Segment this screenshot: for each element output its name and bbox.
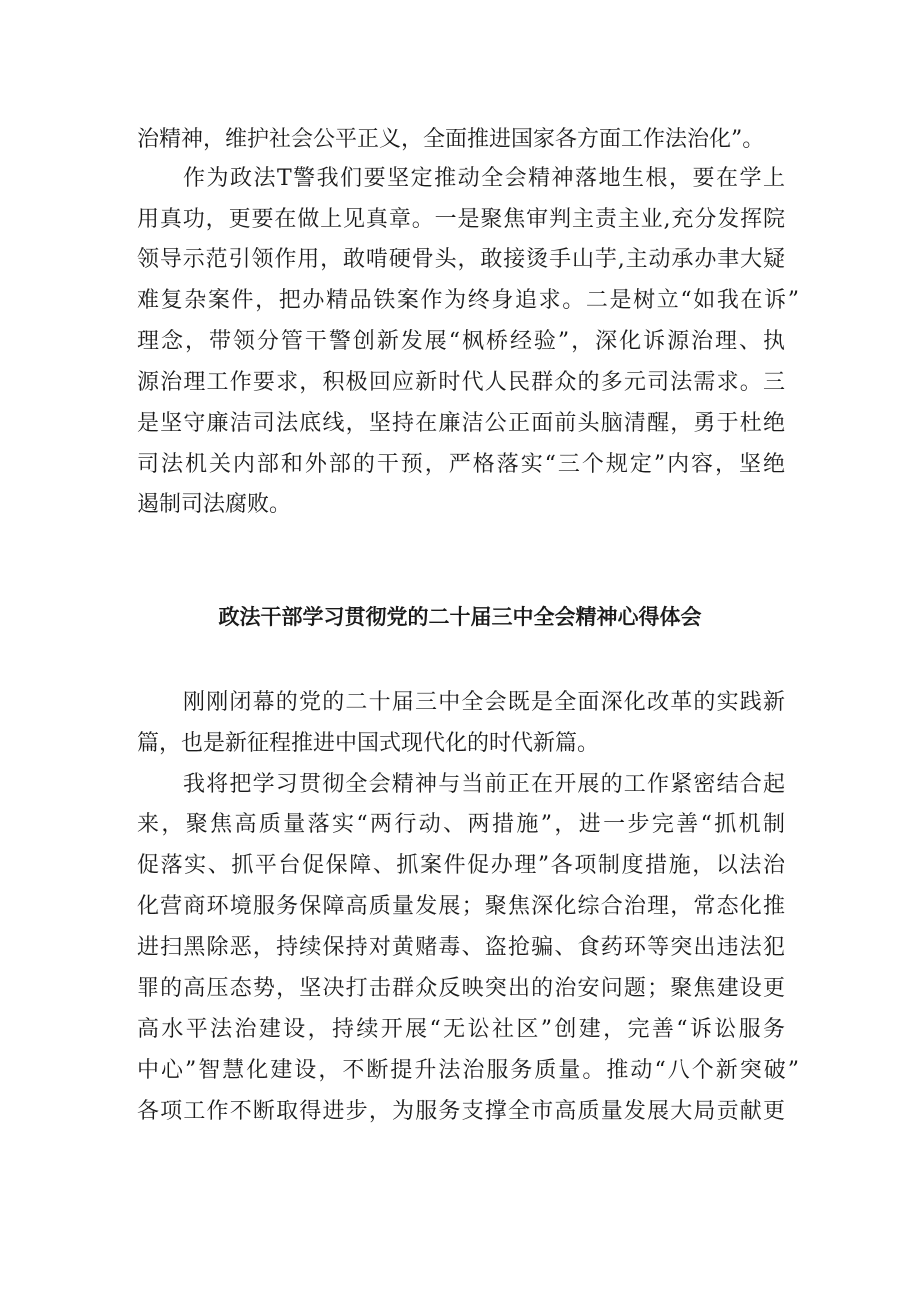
body-line: 用真功，更要在做上见真章。一是聚焦审判主责主业,充分发挥院 (137, 207, 785, 232)
body-line: 我将把学习贯彻全会精神与当前正在开展的工作紧密结合起 (183, 772, 785, 797)
body-line: 源治理工作要求，积极回应新时代人民群众的多元司法需求。三 (137, 370, 785, 395)
body-line: 进扫黑除恶，持续保持对黄赌毒、盗抢骗、食药环等突出违法犯 (137, 935, 785, 960)
body-line: 是坚守廉洁司法底线，坚持在廉洁公正面前头脑清醒，勇于杜绝 (137, 411, 785, 436)
body-line: 化营商环境服务保障高质量发展；聚焦深化综合治理，常态化推 (137, 894, 785, 919)
body-line: 治精神，维护社会公平正义，全面推进国家各方面工作法治化”。 (137, 127, 765, 152)
body-line: 刚刚闭幕的党的二十届三中全会既是全面深化改革的实践新 (183, 690, 785, 715)
body-line: 作为政法T警我们要坚定推动全会精神落地生根，要在学上 (183, 166, 785, 191)
body-line: 遏制司法腐败。 (137, 492, 292, 517)
body-line: 罪的高压态势，坚决打击群众反映突出的治安问题；聚焦建设更 (137, 976, 785, 1001)
body-line: 理念，带领分管干警创新发展“枫桥经验”，深化诉源治理、执 (137, 329, 785, 354)
body-line: 司法机关内部和外部的干预，严格落实“三个规定”内容，坚绝 (137, 452, 785, 477)
article-title: 政法干部学习贯彻党的二十届三中全会精神心得体会 (218, 605, 702, 629)
body-line: 高水平法治建设，持续开展“无讼社区”创建，完善“诉讼服务 (137, 1017, 785, 1042)
body-line: 中心”智慧化建设，不断提升法治服务质量。推动“八个新突破” (137, 1058, 799, 1083)
body-line: 难复杂案件，把办精品铁案作为终身追求。二是树立“如我在诉” (137, 288, 799, 313)
body-line: 来，聚焦高质量落实“两行动、两措施”，进一步完善“抓机制 (137, 812, 785, 837)
body-line: 促落实、抓平台促保障、抓案件促办理”各项制度措施，以法治 (137, 853, 785, 878)
body-line: 篇，也是新征程推进中国式现代化的时代新篇。 (137, 731, 600, 756)
body-line: 领导示范引领作用，敢啃硬骨头，敢接烫手山芋,主动承办聿大疑 (137, 247, 785, 272)
body-line: 各项工作不断取得进步，为服务支撑全市高质量发展大局贡献更 (137, 1099, 785, 1124)
